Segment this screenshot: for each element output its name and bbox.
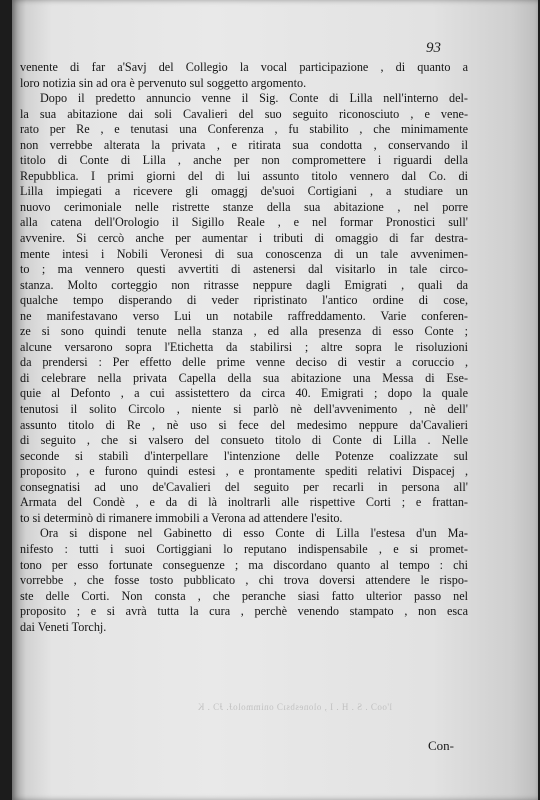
- text-line: rato per Re , e tenutasi una Conferenza , fu stabilito , che minimamente: [20, 122, 468, 137]
- text-line: di celebrare nella privata Capella della sua abitazione una Messa di Ese-: [20, 370, 468, 385]
- text-line: qualche tempo disperando di veder ripristinato l'antico ordine di cose,: [20, 293, 468, 308]
- text-line: alla catena dell'Orologio il Sigillo Reale , e nel formar Pronostici sull': [20, 215, 468, 230]
- text-line: titolo di Conte di Lilla , anche per non compromettere i riguardi della: [20, 153, 468, 168]
- text-line: mente intesi i Nobili Veronesi di sua conoscenza di un tale avvenimen-: [20, 246, 468, 261]
- text-line: proposito ; e si avrà tutta la cura , perchè venendo stampato , non esca: [20, 604, 468, 619]
- text-line: ste delle Corti. Non consta , che peranche siasi fatto ulterior passo nel: [20, 588, 468, 603]
- page-number: 93: [426, 40, 441, 56]
- text-line: Repubblica. I primi giorni del di lui assunto titolo vennero dal Co. di: [20, 168, 468, 183]
- text-line: la sua abitazione dai soli Cavalieri del suo seguito riconosciuto , e vene-: [20, 106, 468, 121]
- text-line: da prendersi : Per effetto delle prime venne deciso di vestir a coruccio ,: [20, 355, 468, 370]
- text-line: tenutosi il solito Circolo , niente si parlò nè dell'avvenimento , nè dell': [20, 402, 468, 417]
- text-line: quie al Defonto , a cui assistettero da circa 40. Emigrati ; dopo la quale: [20, 386, 468, 401]
- text-line: proposito , e furono quindi estesi , e prontamente spediti relativi Dispacej ,: [20, 464, 468, 479]
- text-line: seconde si stabilì d'interpellare l'intenzione delle Potenze coalizzate sul: [20, 448, 468, 463]
- text-line: venente di far a'Savj del Collegio la vocal participazione , di quanto a: [20, 60, 468, 74]
- text-line: ze si sono quindi tenute nella stanza , ed alla presenza di esso Conte ;: [20, 324, 468, 339]
- text-line: assunto titolo di Re , nè uso si fece del medesimo neppure da'Cavalieri: [20, 417, 468, 432]
- text-line: stanza. Molto corteggio non ritrasse neppure dagli Emigrati , quali da: [20, 277, 468, 292]
- text-line: to ; ma vennero questi avvertiti di astenersi dal visitarlo in tale circo-: [20, 262, 468, 277]
- text-line: vorrebbe , che fosse tosto pubblicato , chi trova doversi attendere le rispo-: [20, 573, 468, 588]
- body-text: [20, 60, 468, 635]
- text-line: dai Veneti Torchj.: [20, 619, 107, 634]
- text-line: loro notizia sin ad ora è pervenuto sul soggetto argomento.: [20, 75, 307, 90]
- text-line: nifesto : tutti i suoi Cortiggiani lo reputano indispensabile , e si promet-: [20, 541, 468, 556]
- text-line: non verrebbe alterata la privata , e ritirata sua condotta , conservando il: [20, 137, 468, 152]
- text-line: Ora si dispone nel Gabinetto di esso Conte di Lilla l'estesa d'un Ma-: [40, 526, 468, 541]
- text-line: to si determinò di rimanere immobili a Verona ad attendere l'esito.: [20, 510, 343, 525]
- catchword: Con-: [428, 738, 454, 753]
- text-line: avvenire. Si cercò anche per aumentar i tributi di omaggio di far destra-: [20, 231, 468, 246]
- text-line: Dopo il predetto annuncio venne il Sig. Conte di Lilla nell'interno del-: [40, 91, 468, 106]
- text-line: nuovo cerimoniale nelle ristrette stanze della sua abitazione , nel porre: [20, 199, 468, 214]
- text-line: tono per esso fortunate conseguenze ; ma discordano quanto al tempo : chi: [20, 557, 468, 572]
- text-line: di seguito , che si valsero del consueto titolo di Conte di Lilla . Nelle: [20, 433, 468, 448]
- text-line: Lilla impiegati a ricevere gli omaggj de'suoi Cortigiani , a studiare un: [20, 184, 468, 199]
- book-page: [12, 0, 538, 800]
- text-line: consegnatisi ad uno de'Cavalieri del seguito per recarli in persona all': [20, 479, 468, 494]
- text-line: Armata del Condè , e da di là inoltrarli alle rispettive Corti ; e frattan-: [20, 495, 468, 510]
- bleed-through-text: l'ooƆ . S . H . I , olonesbsıƆ onimmoloɈ. ɈƆ . K: [197, 702, 392, 712]
- text-line: alcune versarono sopra l'Etichetta da stabilirsi ; altre sopra le risoluzioni: [20, 339, 468, 354]
- text-line: ne manifestavano verso Lui un notabile raffreddamento. Varie conferen-: [20, 308, 468, 323]
